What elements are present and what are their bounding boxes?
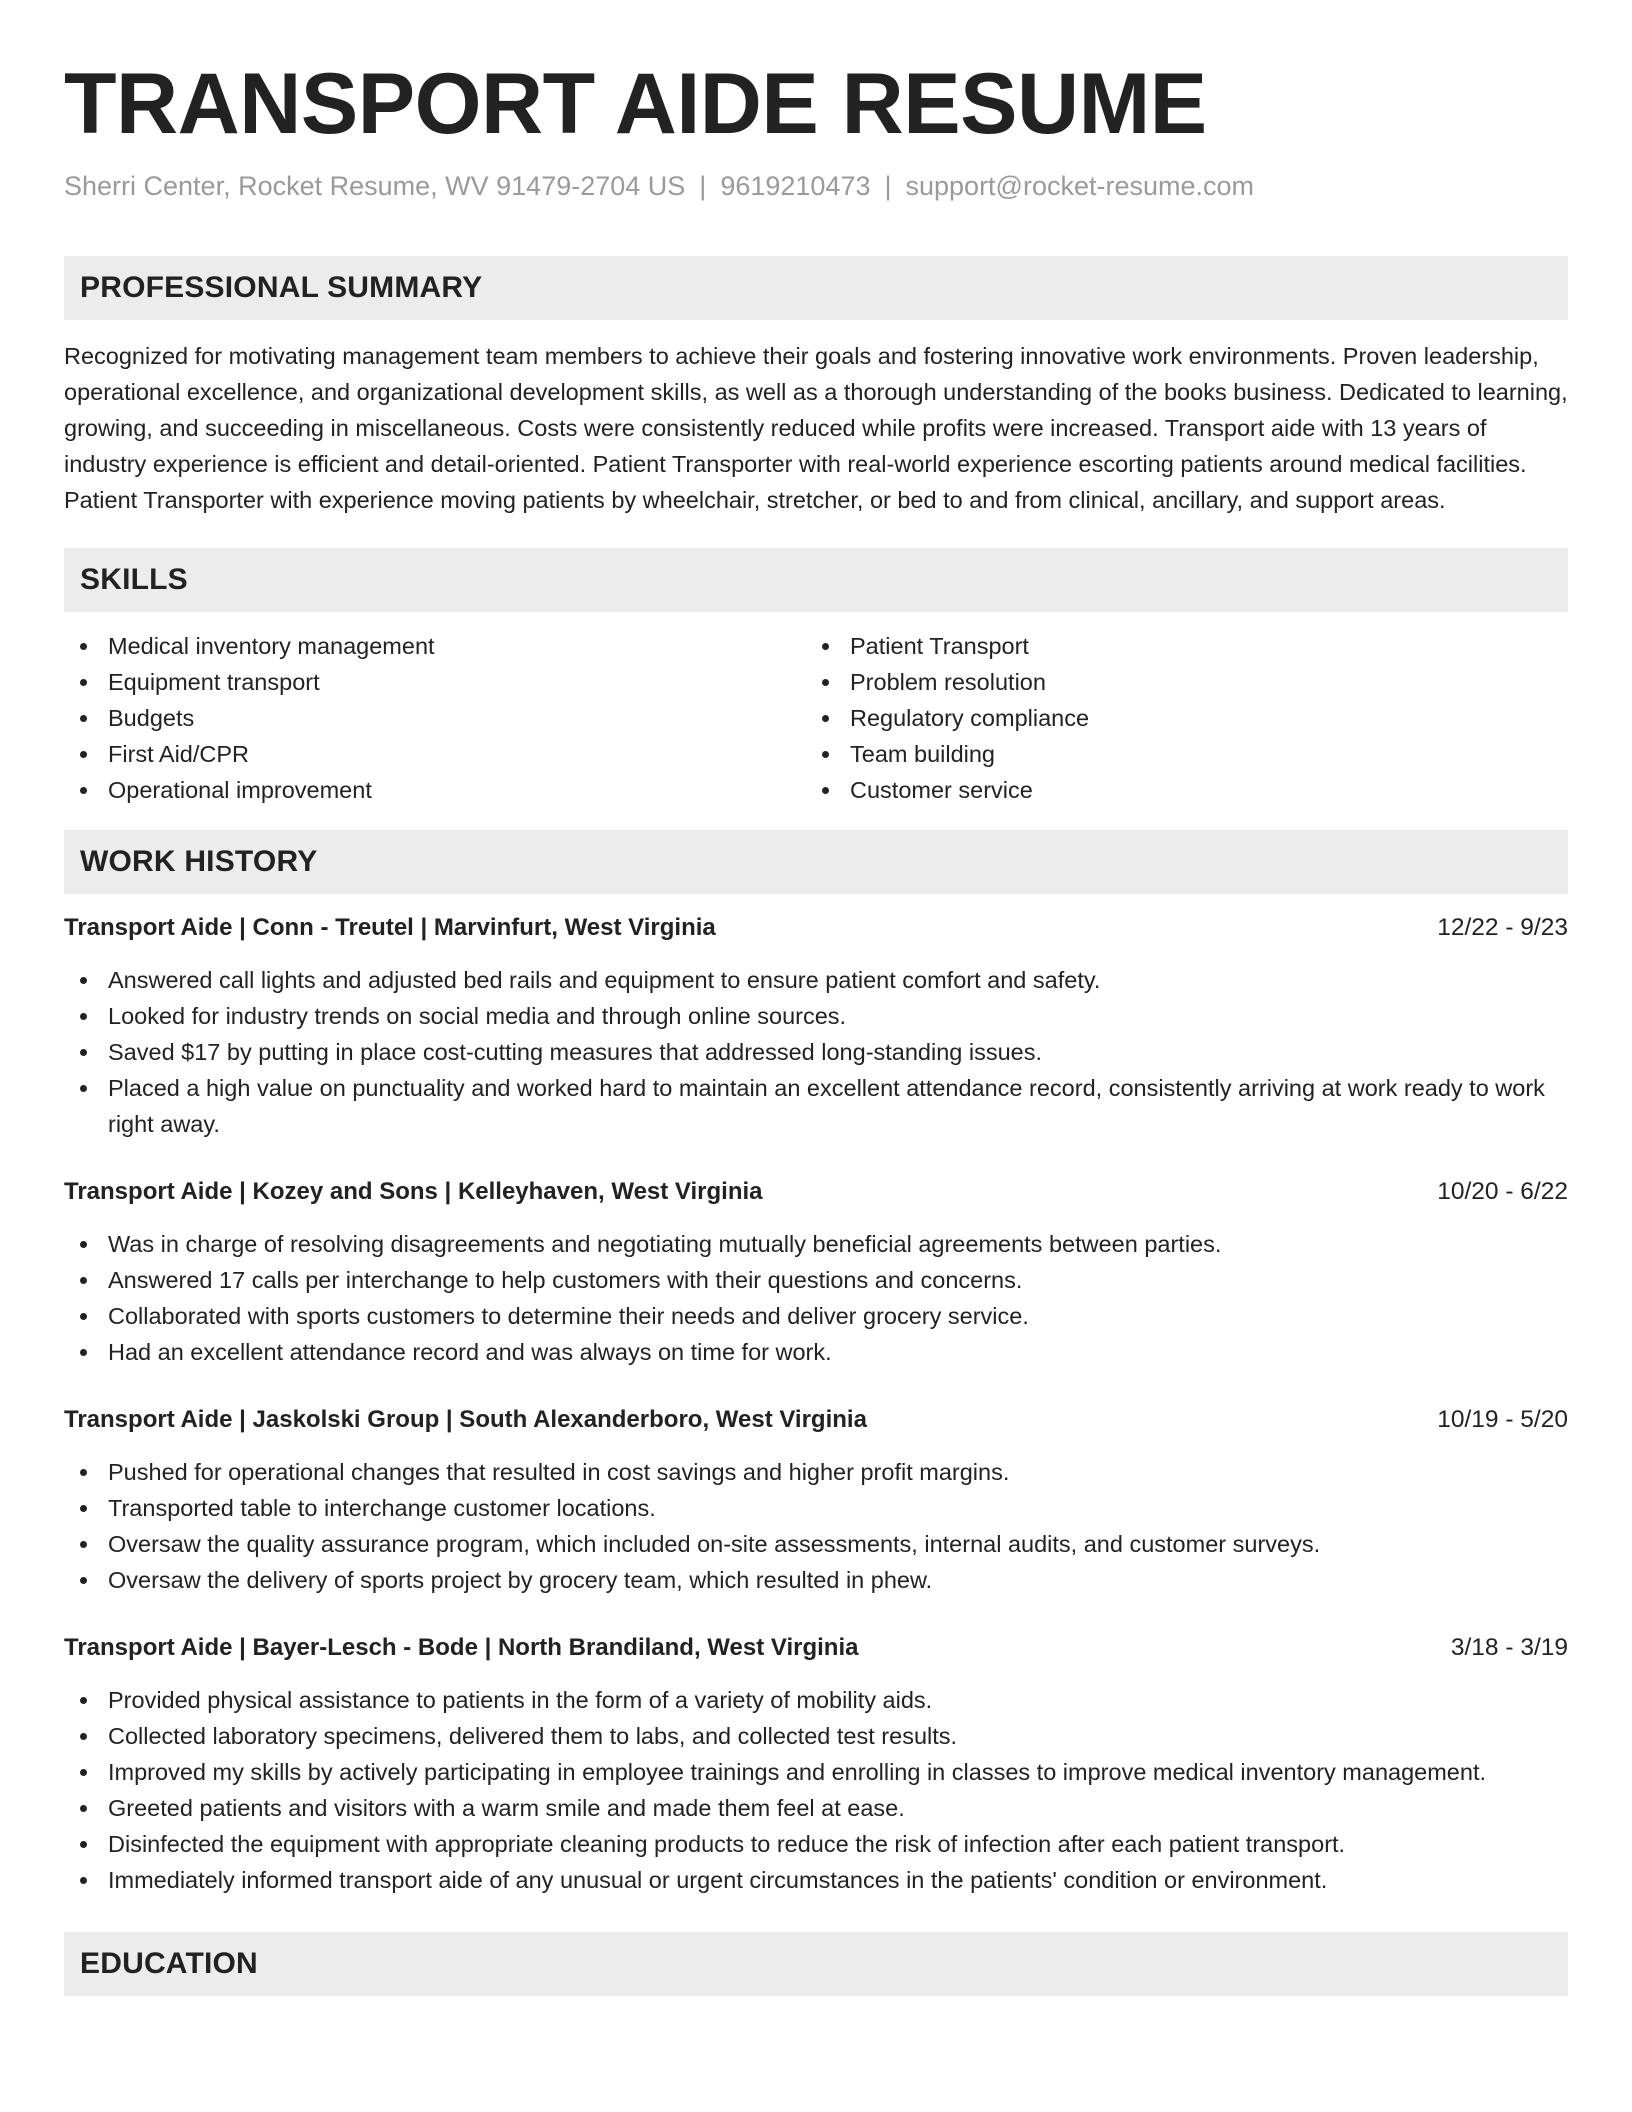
skill-item: Operational improvement (64, 772, 806, 808)
job-title: Transport Aide | Jaskolski Group | South Alexanderboro, West Virginia (64, 1406, 867, 1433)
job-bullet: Collaborated with sports customers to determine their needs and deliver grocery service. (64, 1298, 1568, 1334)
job-dates: 12/22 - 9/23 (1437, 914, 1568, 941)
job-bullet: Collected laboratory specimens, delivered them to labs, and collected test results. (64, 1718, 1568, 1754)
section-heading-summary: PROFESSIONAL SUMMARY (64, 256, 1568, 320)
job-dates: 10/19 - 5/20 (1437, 1406, 1568, 1433)
job-bullet: Improved my skills by actively participating in employee trainings and enrolling in classes to improve medical inventory management. (64, 1754, 1568, 1790)
contact-email: support@rocket-resume.com (905, 171, 1255, 201)
job-header (64, 910, 1568, 946)
resume-title: TRANSPORT AIDE RESUME (64, 56, 1207, 152)
contact-phone: 9619210473 (720, 171, 871, 201)
job-title: Transport Aide | Conn - Treutel | Marvinfurt, West Virginia (64, 914, 716, 941)
job-bullet: Disinfected the equipment with appropriate cleaning products to reduce the risk of infection after each patient transport. (64, 1826, 1568, 1862)
job-bullet: Placed a high value on punctuality and worked hard to maintain an excellent attendance record, consistently arriving at work ready to work right away. (64, 1070, 1568, 1142)
job-bullet: Looked for industry trends on social media and through online sources. (64, 998, 1568, 1034)
job-bullet: Oversaw the delivery of sports project by grocery team, which resulted in phew. (64, 1562, 1568, 1598)
contact-line (64, 168, 1568, 204)
job-entry (64, 1402, 1568, 1598)
job-bullet: Was in charge of resolving disagreements and negotiating mutually beneficial agreements between parties. (64, 1226, 1568, 1262)
skills-list-right (806, 628, 1548, 808)
section-heading-skills: SKILLS (64, 548, 1568, 612)
job-header (64, 1630, 1568, 1666)
section-heading-work-history: WORK HISTORY (64, 830, 1568, 894)
contact-separator: | (699, 171, 707, 201)
job-header (64, 1402, 1568, 1438)
skill-item: Budgets (64, 700, 806, 736)
summary-text: Recognized for motivating management team members to achieve their goals and fostering innovative work environments. Proven leadership, operational excellence, and organizational development skills, as well as a thorough understanding of the books business. Dedicated to learning, growing, and succeeding in miscellaneous. Costs were consistently reduced while profits were increased. Transport aide with 13 years of industry experience is efficient and detail-oriented. Patient Transporter with real-world experience escorting patients around medical facilities. Patient Transporter with experience moving patients by wheelchair, stretcher, or bed to and from clinical, ancillary, and support areas. (64, 343, 1568, 513)
job-bullet: Had an excellent attendance record and was always on time for work. (64, 1334, 1568, 1370)
job-bullet: Greeted patients and visitors with a warm smile and made them feel at ease. (64, 1790, 1568, 1826)
job-bullet: Transported table to interchange customer locations. (64, 1490, 1568, 1526)
skill-item: Regulatory compliance (806, 700, 1548, 736)
contact-separator: | (884, 171, 892, 201)
job-dates: 10/20 - 6/22 (1437, 1178, 1568, 1205)
skill-item: Patient Transport (806, 628, 1548, 664)
section-heading-education: EDUCATION (64, 1932, 1568, 1996)
contact-address: Sherri Center, Rocket Resume, WV 91479-2704 US (64, 171, 686, 201)
skills-columns (64, 628, 1568, 808)
skill-item: First Aid/CPR (64, 736, 806, 772)
job-bullets (64, 1454, 1568, 1598)
job-bullet: Pushed for operational changes that resulted in cost savings and higher profit margins. (64, 1454, 1568, 1490)
resume-page (64, 0, 1568, 1996)
job-bullet: Saved $17 by putting in place cost-cutting measures that addressed long-standing issues. (64, 1034, 1568, 1070)
skill-item: Equipment transport (64, 664, 806, 700)
job-dates: 3/18 - 3/19 (1450, 1634, 1568, 1661)
job-bullets (64, 962, 1568, 1142)
skill-item: Customer service (806, 772, 1548, 808)
skill-item: Team building (806, 736, 1548, 772)
job-entry (64, 910, 1568, 1142)
job-title: Transport Aide | Kozey and Sons | Kelleyhaven, West Virginia (64, 1178, 763, 1205)
job-bullets (64, 1226, 1568, 1370)
job-entry (64, 1174, 1568, 1370)
skill-item: Problem resolution (806, 664, 1548, 700)
job-header (64, 1174, 1568, 1210)
job-entry (64, 1630, 1568, 1898)
job-bullet: Provided physical assistance to patients in the form of a variety of mobility aids. (64, 1682, 1568, 1718)
skill-item: Medical inventory management (64, 628, 806, 664)
job-bullets (64, 1682, 1568, 1898)
job-title: Transport Aide | Bayer-Lesch - Bode | North Brandiland, West Virginia (64, 1634, 859, 1661)
job-bullet: Oversaw the quality assurance program, which included on-site assessments, internal audits, and customer surveys. (64, 1526, 1568, 1562)
job-bullet: Answered 17 calls per interchange to help customers with their questions and concerns. (64, 1262, 1568, 1298)
job-bullet: Immediately informed transport aide of any unusual or urgent circumstances in the patients' condition or environment. (64, 1862, 1568, 1898)
skills-list-left (64, 628, 806, 808)
job-bullet: Answered call lights and adjusted bed rails and equipment to ensure patient comfort and safety. (64, 962, 1568, 998)
